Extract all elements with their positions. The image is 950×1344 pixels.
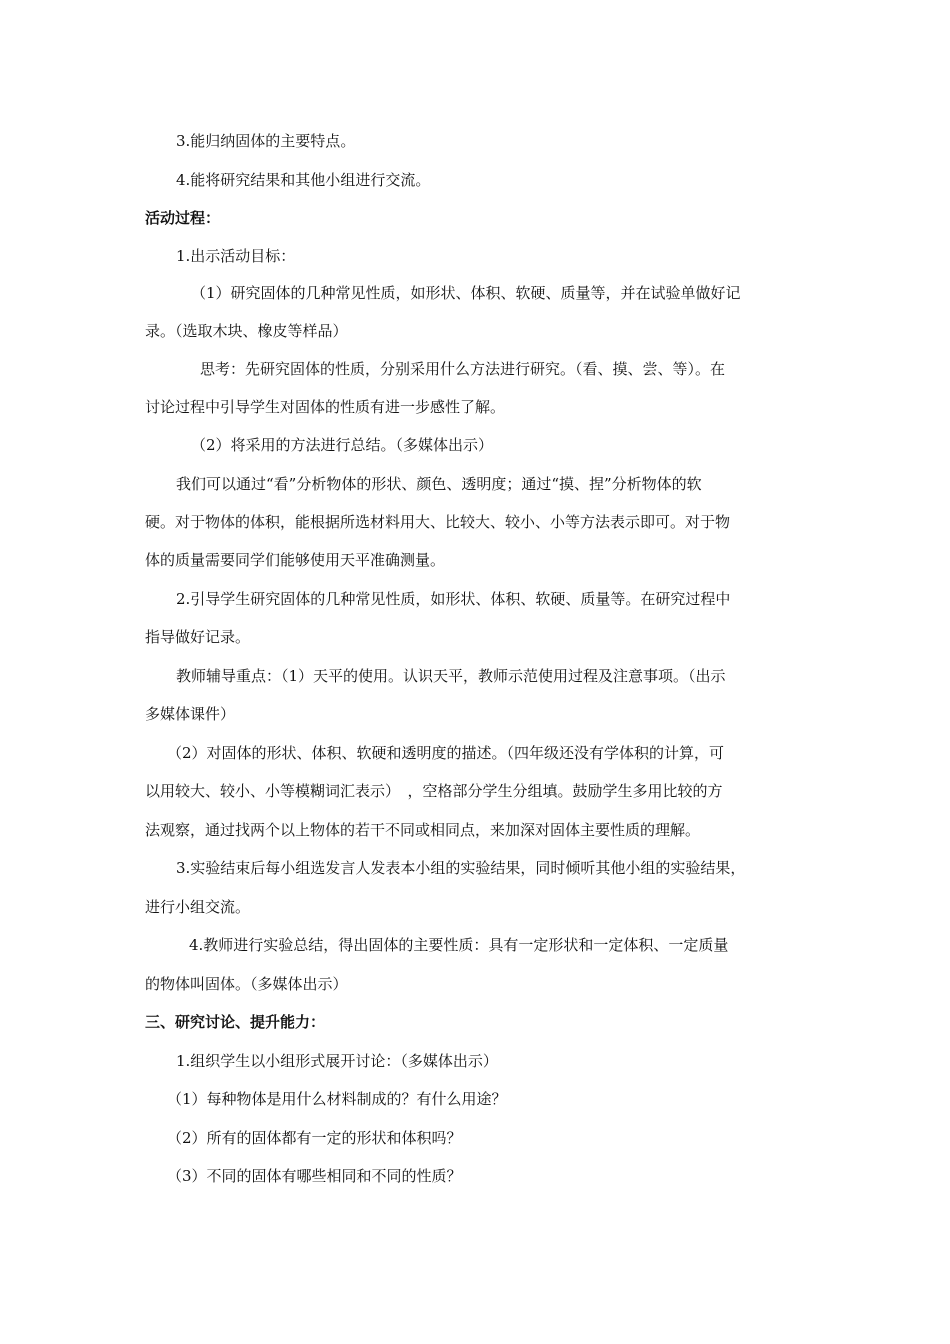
goal-1-line-2: 录。（选取木块、橡皮等样品） — [145, 322, 348, 340]
step-1-title: 1.出示活动目标： — [176, 247, 296, 265]
teacher-focus-line-2: 多媒体课件） — [145, 705, 236, 723]
goal-2-line: （2）将采用的方法进行总结。（多媒体出示） — [191, 436, 494, 454]
step-3-line-1: 3.实验结束后每小组选发言人发表本小组的实验结果，同时倾听其他小组的实验结果， — [176, 859, 746, 877]
heading-discussion: 三、研究讨论、提升能力： — [145, 1013, 326, 1031]
discussion-intro: 1.组织学生以小组形式展开讨论：（多媒体出示） — [176, 1052, 498, 1070]
methods-line-3: 体的质量需要同学们能够使用天平准确测量。 — [145, 551, 446, 569]
step-4-line-1: 4.教师进行实验总结，得出固体的主要性质：具有一定形状和一定体积、一定质量 — [189, 936, 729, 954]
step-3-line-2: 进行小组交流。 — [145, 898, 251, 916]
teacher-focus-line-1: 教师辅导重点：（1）天平的使用。认识天平，教师示范使用过程及注意事项。（出示 — [176, 667, 726, 685]
methods-line-2: 硬。对于物体的体积，能根据所选材料用大、比较大、较小、小等方法表示即可。对于物 — [145, 513, 731, 531]
goal-1-line-1: （1）研究固体的几种常见性质，如形状、体积、软硬、质量等，并在试验单做好记 — [191, 284, 741, 302]
step-2-line-1: 2.引导学生研究固体的几种常见性质，如形状、体积、软硬、质量等。在研究过程中 — [176, 590, 731, 608]
heading-activity-process: 活动过程： — [145, 209, 221, 227]
describe-line-2: 以用较大、较小、小等模糊词汇表示） ，空格部分学生分组填。鼓励学生多用比较的方 — [145, 782, 723, 800]
methods-line-1: 我们可以通过“看”分析物体的形状、颜色、透明度；通过“摸、捏”分析物体的软 — [176, 475, 702, 493]
think-line-2: 讨论过程中引导学生对固体的性质有进一步感性了解。 — [145, 398, 506, 416]
describe-line-1: （2）对固体的形状、体积、软硬和透明度的描述。（四年级还没有学体积的计算，可 — [167, 744, 725, 762]
question-1: （1）每种物体是用什么材料制成的？有什么用途？ — [167, 1090, 507, 1108]
step-2-line-2: 指导做好记录。 — [145, 628, 251, 646]
question-2: （2）所有的固体都有一定的形状和体积吗？ — [167, 1129, 462, 1147]
step-4-line-2: 的物体叫固体。（多媒体出示） — [145, 975, 348, 993]
objective-4: 4.能将研究结果和其他小组进行交流。 — [176, 171, 431, 189]
objective-3: 3.能归纳固体的主要特点。 — [176, 132, 356, 150]
question-3: （3）不同的固体有哪些相同和不同的性质？ — [167, 1167, 462, 1185]
think-line-1: 思考：先研究固体的性质，分别采用什么方法进行研究。（看、摸、尝、等）。在 — [200, 360, 726, 378]
describe-line-3: 法观察，通过找两个以上物体的若干不同或相同点，来加深对固体主要性质的理解。 — [145, 821, 701, 839]
